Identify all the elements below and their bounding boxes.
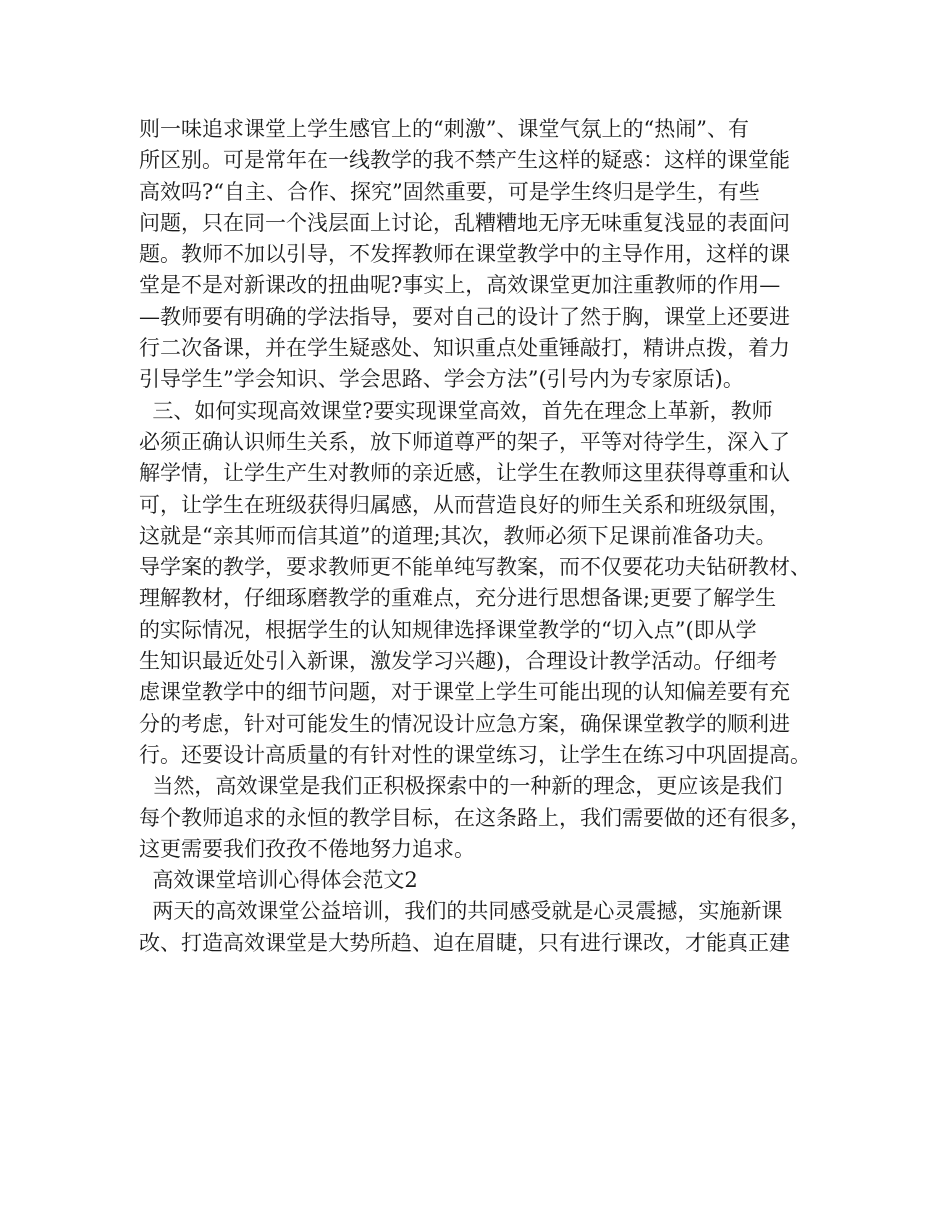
- text-line: —教师要有明确的学法指导，要对自己的设计了然于胸，课堂上还要进: [139, 304, 790, 329]
- text-line: 生知识最近处引入新课，激发学习兴趣)，合理设计教学活动。仔细考: [139, 649, 778, 674]
- text-line: 行二次备课，并在学生疑惑处、知识重点处重锤敲打，精讲点拨，着力: [139, 336, 790, 361]
- text-line: 每个教师追求的永恒的教学目标，在这条路上，我们需要做的还有很多，: [139, 805, 811, 830]
- text-line: 三、如何实现高效课堂?要实现课堂高效，首先在理念上革新，教师: [139, 398, 773, 423]
- text-line: 虑课堂教学中的细节问题，对于课堂上学生可能出现的认知偏差要有充: [139, 680, 790, 705]
- text-line: 则一味追求课堂上学生感官上的“刺激”、课堂气氛上的“热闹”、有: [139, 117, 749, 141]
- text-line: 两天的高效课堂公益培训，我们的共同感受就是心灵震撼，实施新课: [139, 899, 783, 924]
- text-line: 问题，只在同一个浅层面上讨论，乱糟糟地无序无味重复浅显的表面问: [139, 210, 790, 235]
- text-line: 这就是“亲其师而信其道”的道理;其次，教师必须下足课前准备功夫。: [139, 523, 777, 548]
- text-line: 引导学生”学会知识、学会思路、学会方法”(引号内为专家原话)。: [139, 367, 744, 392]
- text-line: 高效课堂培训心得体会范文2: [139, 868, 418, 893]
- text-line: 这更需要我们孜孜不倦地努力追求。: [139, 836, 475, 861]
- text-line: 所区别。可是常年在一线教学的我不禁产生这样的疑惑：这样的课堂能: [139, 148, 790, 173]
- text-line: 分的考虑，针对可能发生的情况设计应急方案，确保课堂教学的顺利进: [139, 711, 790, 736]
- text-line: 题。教师不加以引导，不发挥教师在课堂教学中的主导作用，这样的课: [139, 242, 790, 267]
- text-line: 改、打造高效课堂是大势所趋、迫在眉睫，只有进行课改，才能真正建: [139, 930, 790, 955]
- text-line: 高效吗?“自主、合作、探究”固然重要，可是学生终归是学生，有些: [139, 179, 760, 204]
- text-line: 解学情，让学生产生对教师的亲近感，让学生在教师这里获得尊重和认: [139, 461, 790, 486]
- text-line: 导学案的教学，要求教师更不能单纯写教案，而不仅要花功夫钻研教材、: [139, 555, 811, 580]
- text-line: 当然，高效课堂是我们正积极探索中的一种新的理念，更应该是我们: [139, 774, 783, 799]
- body-text: [139, 114, 829, 959]
- text-line: 可，让学生在班级获得归属感，从而营造良好的师生关系和班级氛围，: [139, 492, 790, 517]
- text-line: 行。还要设计高质量的有针对性的课堂练习，让学生在练习中巩固提高。: [139, 742, 811, 767]
- text-line: 必须正确认识师生关系，放下师道尊严的架子，平等对待学生，深入了: [139, 429, 790, 454]
- text-line: 堂是不是对新课改的扭曲呢?事实上，高效课堂更加注重教师的作用—: [139, 273, 781, 298]
- text-line: 理解教材，仔细琢磨教学的重难点，充分进行思想备课;更要了解学生: [139, 586, 777, 611]
- text-line: 的实际情况，根据学生的认知规律选择课堂教学的“切入点”(即从学: [139, 617, 757, 642]
